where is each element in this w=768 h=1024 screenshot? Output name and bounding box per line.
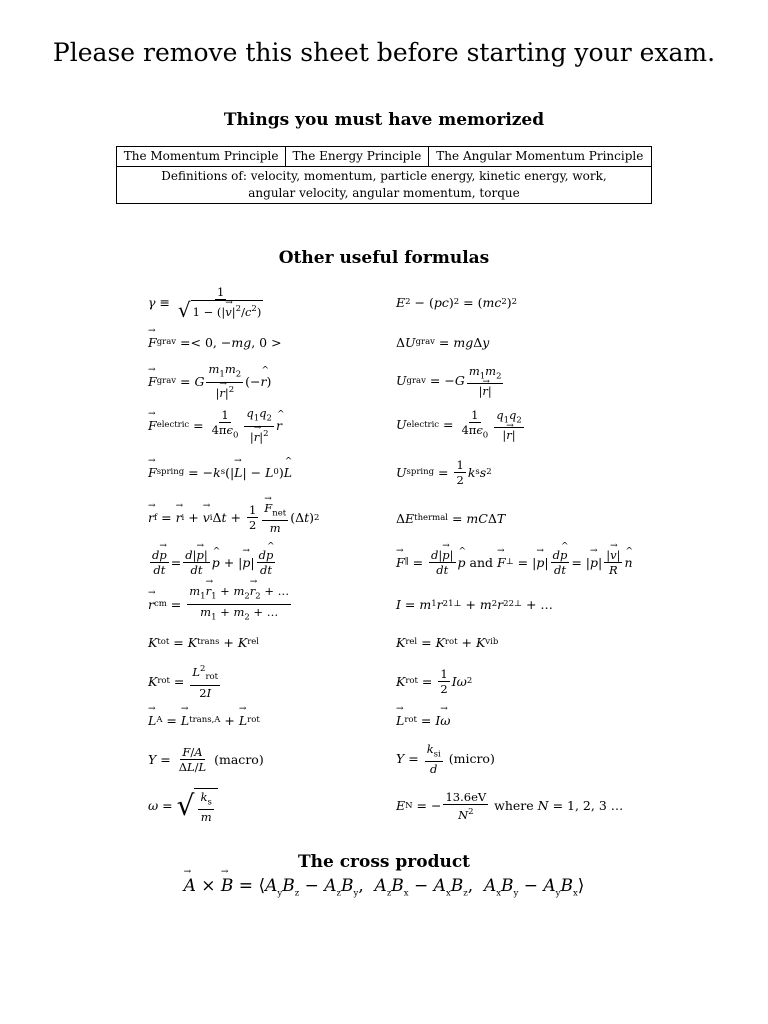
formula-row	[148, 780, 648, 832]
memorized-table	[116, 146, 652, 204]
formula-grid	[148, 280, 648, 832]
angular-momentum-principle-cell: The Angular Momentum Principle	[428, 147, 651, 167]
cross-product-formula: → A × → $B = ⟨A_yB_z - A_zB_y$, $A_zB_x - A_xB_z$, $A_xB_y$ − $A_yB_x⟩$	[0, 876, 768, 898]
gamma-formula: γ ≡ 1 √ 1 − (|→ $v|^2/c^2$)	[148, 285, 396, 320]
position-update: → r f = → r i + → v i Δ t + $\frac{1}{2}$ → $\frac{F_{net}}{m}$ (Δ t ) 2	[148, 501, 396, 535]
center-of-mass: → r cm = $\frac{m_1\to r_1 + m_2\to r_2 + \dots}{m_1 + m_2 + \dots}$	[148, 584, 396, 624]
definitions-row	[117, 167, 652, 204]
gravity-force-near-earth: → F grav =< 0, − mg , 0 >	[148, 335, 396, 350]
thermal-energy-change: Δ E thermal = mC Δ T	[396, 510, 506, 526]
gravity-potential-energy: U grav = − G $\frac{m_1m_2}{|\to r|}$	[396, 364, 648, 398]
parallel-perpendicular-force: → F ∥ = $\frac{d|\to p|}{dt}$ ^ p and → F ⊥ = | → p | $\frac{d\^{} p}{dt}$ = | → p | $\frac{|\to v|}{R}$ ^ n	[396, 548, 648, 577]
youngs-modulus-macro: Y = $\frac{F/A}{\Delta L/L}$ (macro)	[148, 744, 264, 774]
momentum-principle-cell: The Momentum Principle	[117, 147, 286, 167]
formula-row	[148, 540, 648, 584]
spring-potential-energy: U spring = $\frac{1}{2}$ k s s 2	[396, 457, 492, 487]
formula-row	[148, 660, 648, 702]
oscillator-angular-frequency: ω = √ $\frac{k_s}{m}$	[148, 788, 396, 824]
cross-product-heading: The cross product	[297, 852, 471, 872]
electric-potential-energy: U electric = $\frac{1}{4\pi\epsilon_0}$ $\frac{q_1q_2}{|\to r|}$	[396, 408, 648, 442]
formula-row	[148, 496, 648, 540]
electric-force: → F electric = $\frac{1}{4\pi\epsilon_0}$ $\frac{q_1q_2}{|\to r|^2}$ ^ r	[148, 406, 396, 443]
definitions-cell	[117, 167, 652, 204]
definitions-line-1: Definitions of: velocity, momentum, particle energy, kinetic energy, work,	[161, 169, 607, 183]
formula-row	[148, 402, 648, 448]
rotational-angular-momentum: → L rot = I → ω	[396, 713, 648, 728]
memorized-heading: Things you must have memorized	[223, 110, 545, 130]
momentum-derivative: $\frac{d\to p}{dt}$ = $\frac{d|\to p|}{dt}$ ^ p + | → p | $\frac{d\^{} p}{dt}$	[148, 548, 396, 577]
moment-of-inertia: I = m 1 r 2 1⊥ + m 2 r 2 2⊥ + …	[396, 596, 553, 612]
energy-momentum-relation: E 2 − ( pc ) 2 = ( mc 2 ) 2	[396, 294, 518, 310]
formula-row	[148, 624, 648, 660]
hydrogen-energy-levels: E N = − $\frac{13.6eV}{N^2}$ where N = 1, 2, 3 …	[396, 790, 624, 822]
rotational-ke-angular-momentum: K rot = $\frac{L^2_{rot}}{2I}$	[148, 664, 219, 700]
energy-principle-cell: The Energy Principle	[286, 147, 428, 167]
relative-kinetic-energy: K rel = K rot + K vib	[396, 634, 499, 650]
page-title: Please remove this sheet before starting your exam.	[52, 38, 716, 67]
angular-momentum-split: → L A = → L trans,A + → L rot	[148, 713, 396, 728]
spring-force: → F spring = − k s (| → L | − L 0 ) ^ L	[148, 465, 396, 480]
rotational-ke-omega: K rot = $\frac{1}{2}$ I ω 2	[396, 666, 473, 696]
formula-row	[148, 738, 648, 780]
formula-row	[148, 702, 648, 738]
formula-row	[148, 584, 648, 624]
universal-gravity-force: → F grav = G $\frac{m_1m_2}{|\to r|^2}$ (− ^ r )	[148, 362, 396, 399]
formula-row	[148, 448, 648, 496]
total-kinetic-energy: K tot = K trans + K rel	[148, 634, 260, 650]
formulas-heading: Other useful formulas	[278, 248, 490, 268]
formula-row	[148, 280, 648, 324]
youngs-modulus-micro: Y = $\frac{k_{si}}{d}$ (micro)	[396, 741, 495, 777]
definitions-line-2: angular velocity, angular momentum, torque	[248, 186, 520, 200]
formula-row	[148, 324, 648, 360]
principles-row	[117, 147, 652, 167]
formula-row	[148, 360, 648, 402]
gravity-potential-change: Δ U grav = mg Δ y	[396, 334, 490, 350]
